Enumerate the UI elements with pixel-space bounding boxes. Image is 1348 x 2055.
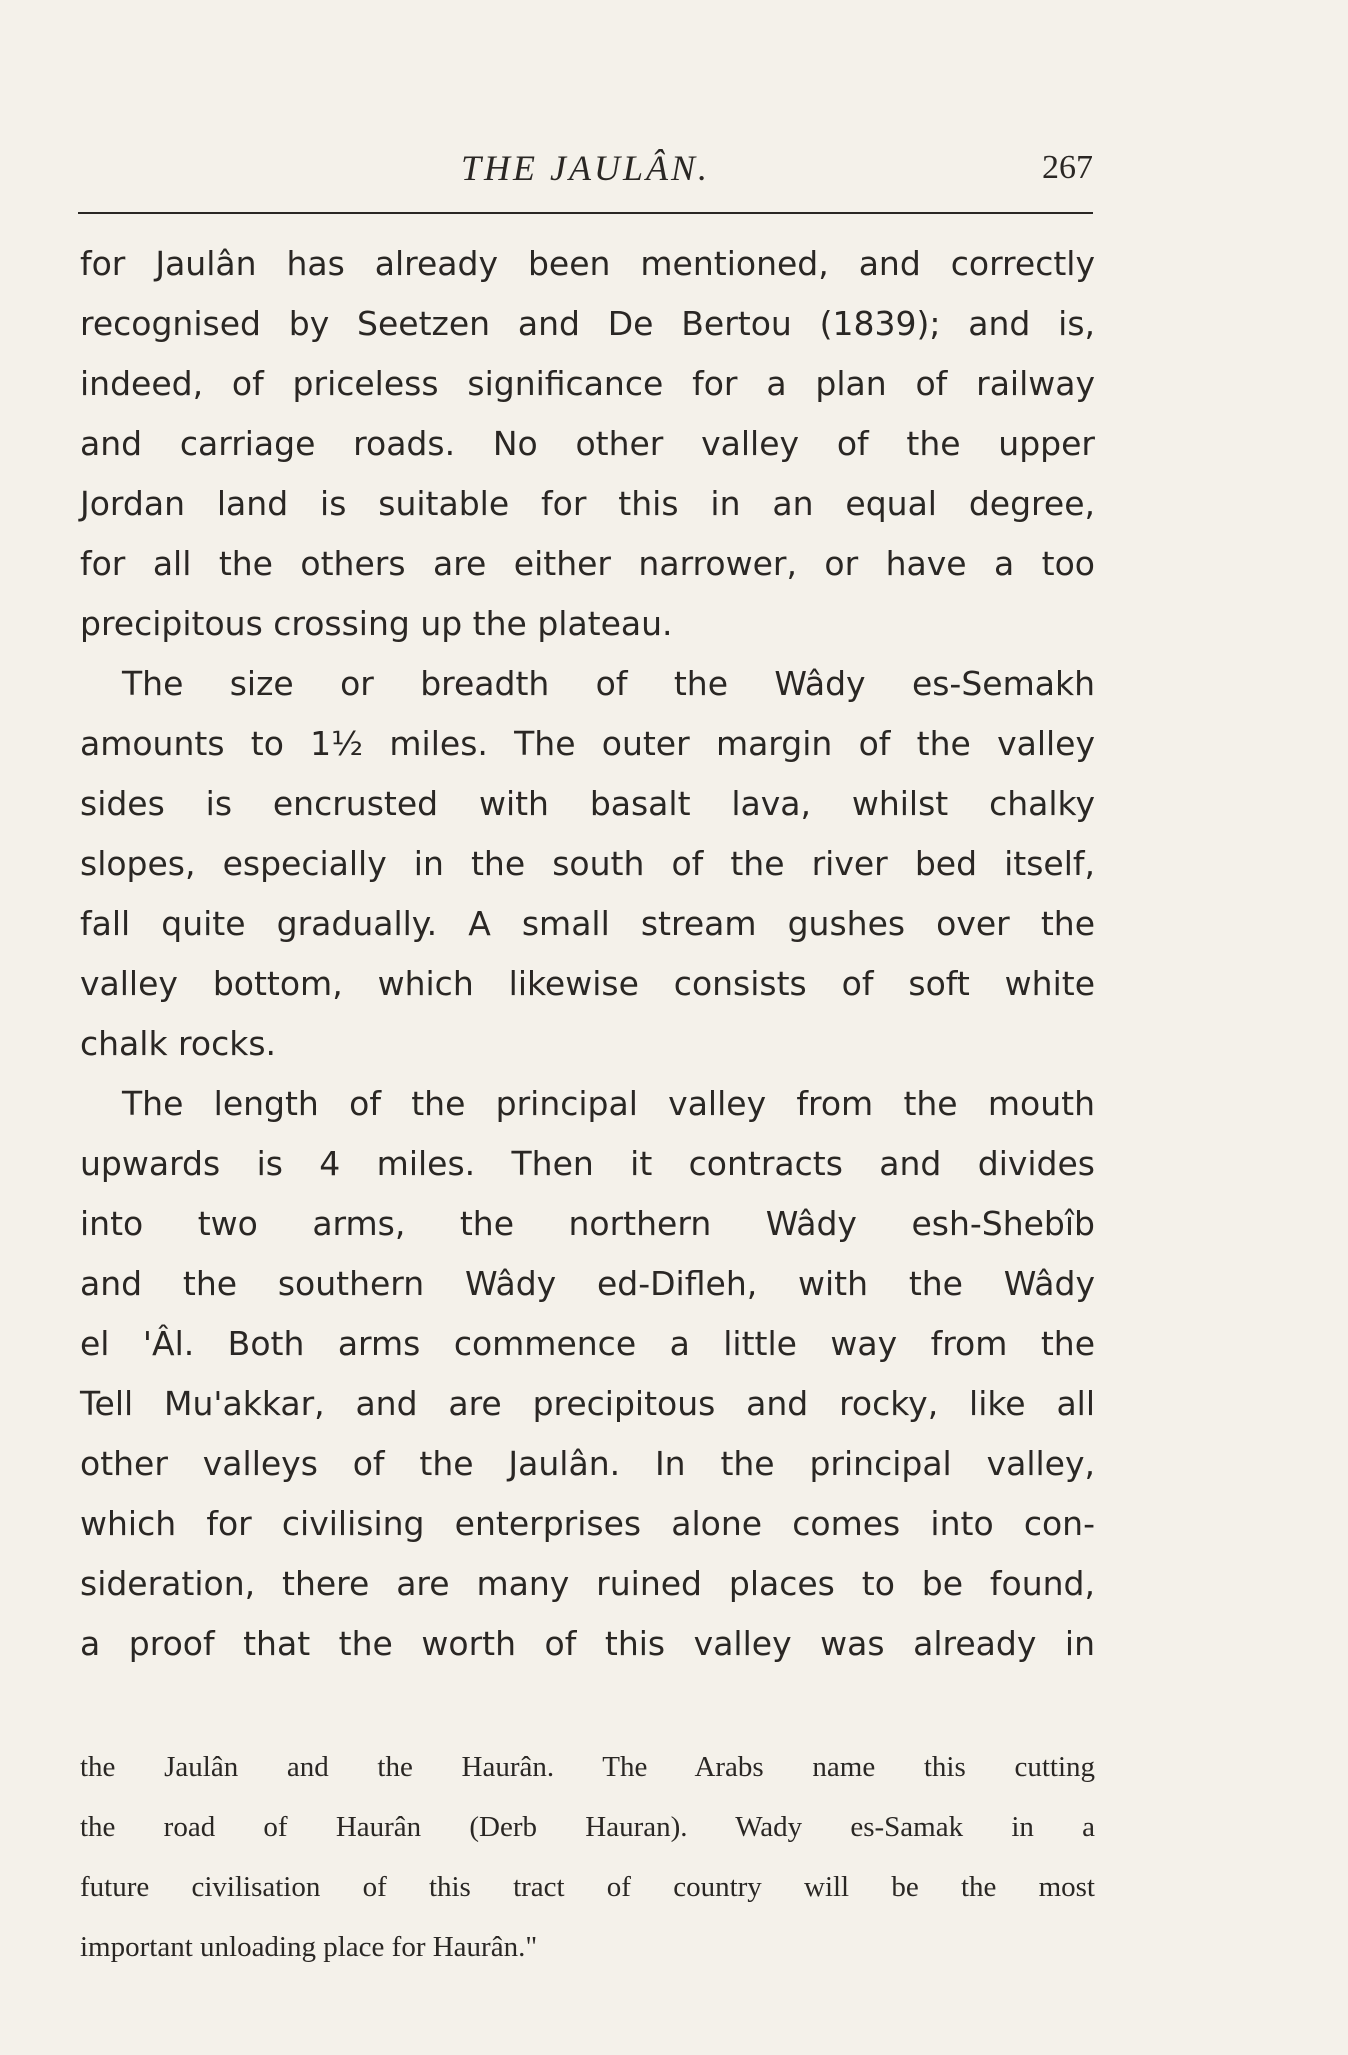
body-line: el 'Âl. Both arms commence a little way from the	[80, 1324, 1095, 1363]
body-line: fall quite gradually. A small stream gushes over the	[80, 904, 1095, 943]
running-head	[78, 140, 1093, 196]
body-line: chalk rocks.	[80, 1024, 277, 1063]
footnote-line: important unloading place for Haurân."	[80, 1931, 538, 1963]
footnote-line: the road of Haurân (Derb Hauran). Wady es-Samak in a	[80, 1811, 1095, 1843]
body-line: for all the others are either narrower, or have a too	[80, 544, 1095, 583]
body-line: sides is encrusted with basalt lava, whilst chalky	[80, 784, 1095, 823]
body-line: slopes, especially in the south of the river bed itself,	[80, 844, 1095, 883]
page-number: 267	[1042, 149, 1093, 186]
footnote	[80, 1745, 1095, 1985]
paragraph-start-line: The length of the principal valley from the mouth	[122, 1084, 1095, 1123]
body-line: upwards is 4 miles. Then it contracts and divides	[80, 1144, 1095, 1183]
body-line: Tell Mu'akkar, and are precipitous and rocky, like all	[80, 1384, 1095, 1423]
body-line: precipitous crossing up the plateau.	[80, 604, 673, 643]
body-line: indeed, of priceless significance for a plan of railway	[80, 364, 1095, 403]
body-line: Jordan land is suitable for this in an equal degree,	[80, 484, 1095, 523]
footnote-line: the Jaulân and the Haurân. The Arabs name this cutting	[80, 1751, 1095, 1783]
body-line: valley bottom, which likewise consists of soft white	[80, 964, 1095, 1003]
body-line: other valleys of the Jaulân. In the principal valley,	[80, 1444, 1095, 1483]
footnote-line: future civilisation of this tract of country will be the most	[80, 1871, 1095, 1903]
running-title: THE JAULÂN.	[461, 148, 710, 188]
paragraph-start-line: The size or breadth of the Wâdy es-Semakh	[122, 664, 1095, 703]
body-line: amounts to 1½ miles. The outer margin of the valley	[80, 724, 1095, 763]
body-line: recognised by Seetzen and De Bertou (1839); and is,	[80, 304, 1095, 343]
body-line: sideration, there are many ruined places to be found,	[80, 1564, 1095, 1603]
header-rule	[78, 212, 1093, 214]
body-line: into two arms, the northern Wâdy esh-Shebîb	[80, 1204, 1095, 1243]
body-line: and carriage roads. No other valley of the upper	[80, 424, 1095, 463]
body-line: and the southern Wâdy ed-Difleh, with the Wâdy	[80, 1264, 1095, 1303]
body-line: for Jaulân has already been mentioned, and correctly	[80, 244, 1095, 283]
body-line: a proof that the worth of this valley was already in	[80, 1624, 1095, 1663]
body-text	[80, 234, 1095, 1674]
body-line: which for civilising enterprises alone comes into con-	[80, 1504, 1095, 1543]
